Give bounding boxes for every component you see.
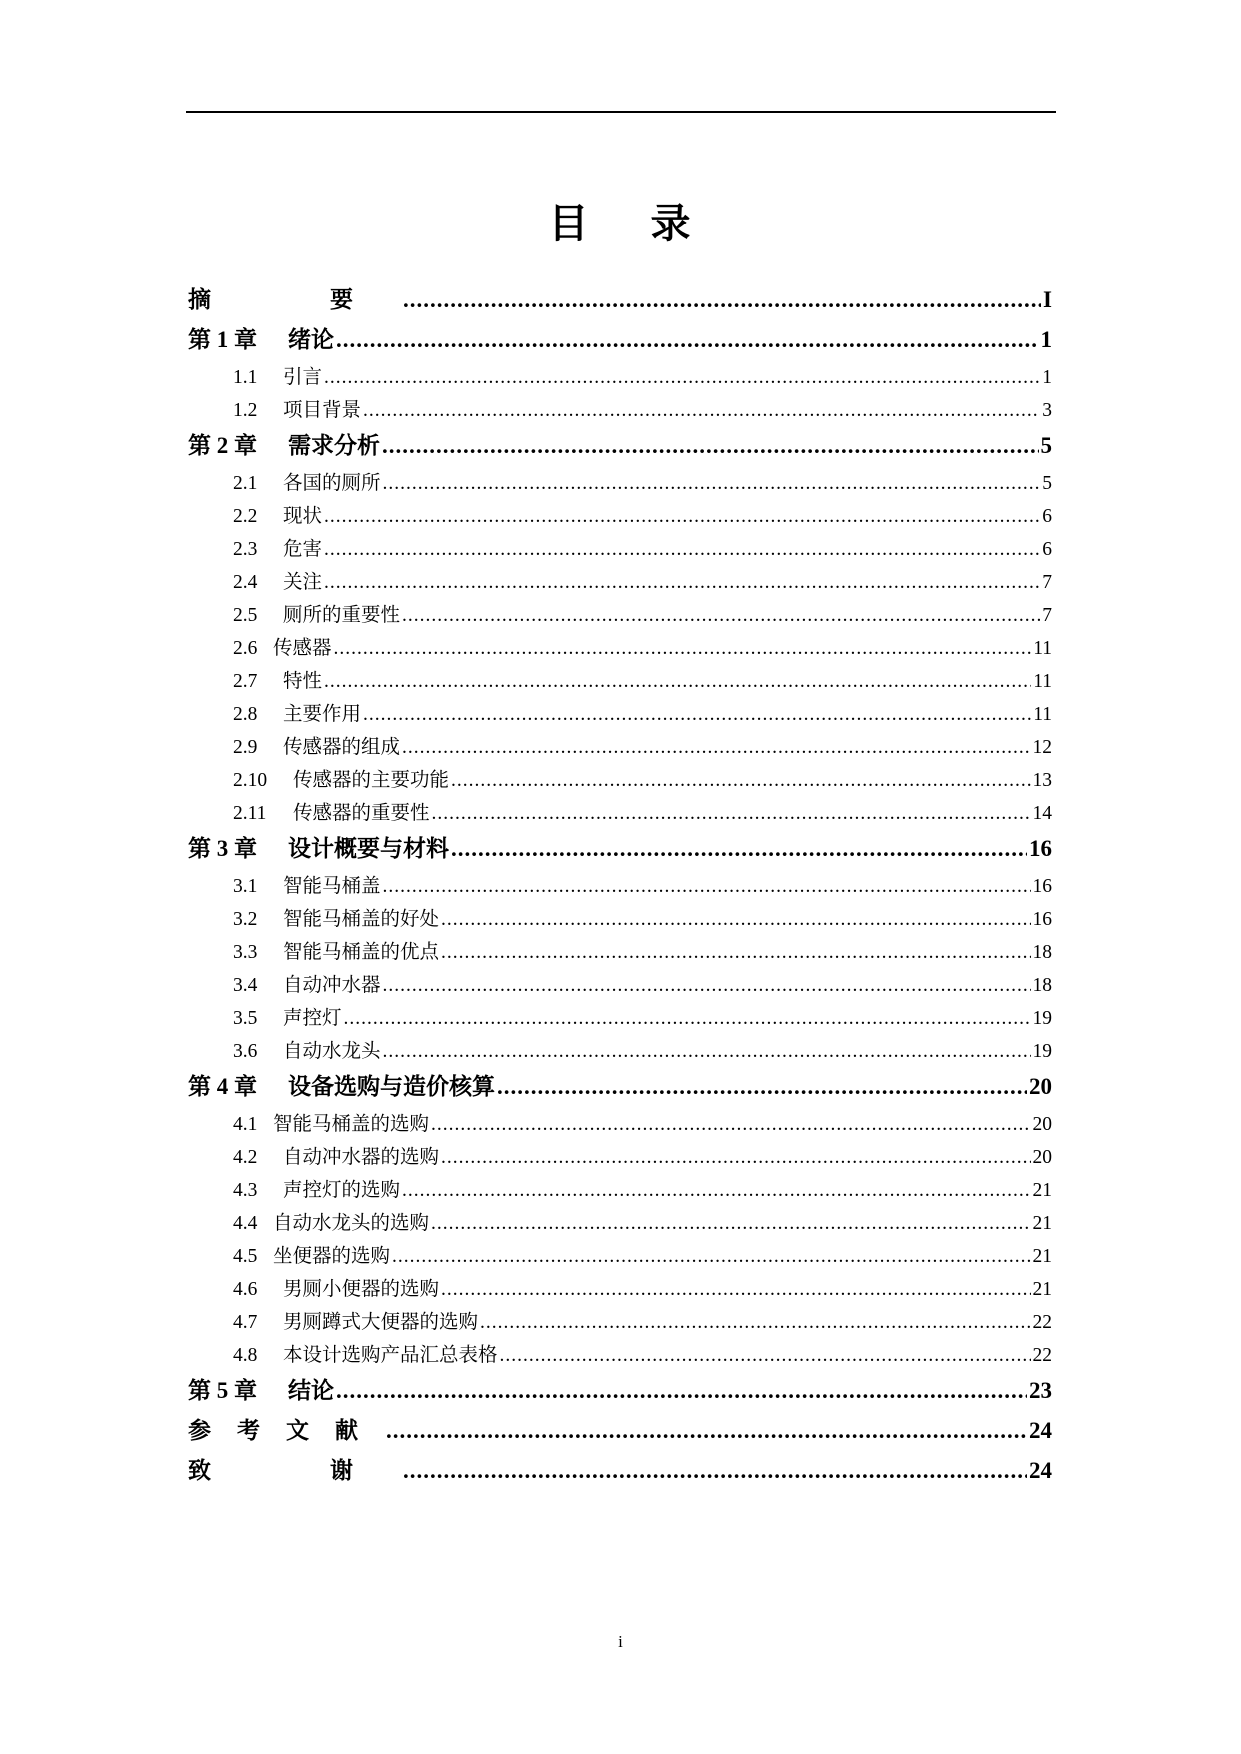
toc-entry-number: 2.5 (233, 605, 258, 626)
toc-dot-leader (386, 1411, 1027, 1451)
toc-entry-label: 传感器的组成 (283, 735, 401, 758)
toc-entry-number: 4.1 (233, 1114, 258, 1135)
toc-page-number: 19 (1032, 1008, 1052, 1029)
toc-section-entry[interactable] (188, 869, 1052, 902)
toc-entry-title (233, 1140, 439, 1173)
toc-entry-label: 厕所的重要性 (283, 603, 401, 626)
toc-section-entry[interactable] (188, 1239, 1052, 1272)
toc-page-number: 5 (1042, 473, 1052, 494)
toc-page-number: 7 (1042, 605, 1052, 626)
toc-entry-label: 智能马桶盖的好处 (283, 907, 440, 930)
toc-entry-label: 男厕蹲式大便器的选购 (283, 1310, 479, 1333)
toc-entry-label: 传感器的主要功能 (293, 768, 450, 791)
toc-entry-title (188, 1451, 401, 1491)
toc-dot-leader (344, 1002, 1031, 1034)
toc-entry-title (233, 1272, 439, 1305)
toc-section-entry[interactable] (188, 1305, 1052, 1338)
toc-entry-number: 1.2 (233, 400, 258, 421)
toc-entry-label: 智能马桶盖的优点 (283, 940, 440, 963)
toc-section-entry[interactable] (188, 935, 1052, 968)
toc-section-entry[interactable] (188, 902, 1052, 935)
toc-entry-title (233, 1107, 429, 1140)
toc-section-entry[interactable] (188, 968, 1052, 1001)
toc-page-number: 21 (1032, 1180, 1052, 1201)
toc-entry-label: 自动冲水器 (283, 973, 381, 996)
toc-dot-leader (383, 1035, 1031, 1067)
toc-dot-leader (451, 764, 1030, 796)
toc-page-number: 1 (1040, 327, 1052, 352)
toc-dot-leader (336, 1371, 1027, 1411)
toc-dot-leader (497, 1067, 1027, 1107)
toc-page-number: 20 (1032, 1114, 1052, 1135)
toc-section-entry[interactable] (188, 664, 1052, 697)
toc-entry-number: 4.3 (233, 1180, 258, 1201)
header-rule (186, 111, 1056, 113)
toc-dot-leader (403, 280, 1041, 320)
toc-chapter-entry[interactable] (188, 1411, 1052, 1451)
toc-dot-leader (441, 936, 1030, 968)
toc-entry-number: 4.7 (233, 1312, 258, 1333)
toc-entry-number: 2.11 (233, 803, 267, 824)
toc-entry-number: 3.6 (233, 1041, 258, 1062)
toc-section-entry[interactable] (188, 466, 1052, 499)
toc-dot-leader (432, 797, 1031, 829)
toc-page-number: 23 (1029, 1378, 1052, 1403)
toc-entry-number: 2.6 (233, 638, 258, 659)
toc-dot-leader (431, 1207, 1030, 1239)
toc-entry-title (233, 1001, 342, 1034)
toc-dot-leader (402, 1174, 1030, 1206)
toc-chapter-entry[interactable] (188, 829, 1052, 869)
toc-entry-title (233, 935, 439, 968)
toc-dot-leader (382, 426, 1039, 466)
toc-dot-leader (402, 599, 1040, 631)
toc-entry-label: 设计概要与材料 (288, 836, 449, 862)
toc-entry-label: 自动水龙头的选购 (273, 1211, 430, 1234)
toc-entry-number: 2.1 (233, 473, 258, 494)
toc-entry-number: 3.1 (233, 876, 258, 897)
toc-entry-title (188, 1411, 384, 1451)
page-title-char: 目 (548, 201, 591, 247)
toc-entry-number: 3.2 (233, 909, 258, 930)
toc-page-number: 6 (1042, 506, 1052, 527)
page-title (0, 196, 1241, 252)
toc-dot-leader (324, 665, 1031, 697)
toc-section-entry[interactable] (188, 631, 1052, 664)
toc-entry-label: 危害 (283, 537, 323, 560)
toc-entry-label: 智能马桶盖 (283, 874, 381, 897)
toc-entry-label: 绪论 (288, 327, 334, 353)
toc-entry-title (233, 631, 332, 664)
toc-entry-number: 4.4 (233, 1213, 258, 1234)
toc-entry-label: 摘 要 (188, 287, 401, 313)
toc-section-entry[interactable] (188, 1140, 1052, 1173)
toc-entry-label: 参考文献 (188, 1418, 384, 1444)
toc-entry-title (233, 466, 381, 499)
toc-entry-title (233, 697, 361, 730)
toc-page-number: 20 (1032, 1147, 1052, 1168)
toc-entry-title (233, 565, 322, 598)
toc-page-number: 1 (1042, 367, 1052, 388)
toc-entry-label: 需求分析 (288, 433, 380, 459)
toc-entry-label: 项目背景 (283, 398, 362, 421)
toc-entry-label: 男厕小便器的选购 (283, 1277, 440, 1300)
toc-dot-leader (324, 361, 1040, 393)
toc-entry-title (233, 1305, 478, 1338)
toc-page-number: 16 (1032, 909, 1052, 930)
toc-dot-leader (363, 394, 1040, 426)
toc-entry-label: 智能马桶盖的选购 (273, 1112, 430, 1135)
toc-dot-leader (324, 533, 1040, 565)
toc-entry-number: 第 4 章 (188, 1074, 257, 1099)
toc-dot-leader (441, 1141, 1030, 1173)
toc-entry-number: 3.5 (233, 1008, 258, 1029)
toc-entry-title (233, 730, 400, 763)
toc-section-entry[interactable] (188, 1272, 1052, 1305)
toc-section-entry[interactable] (188, 1206, 1052, 1239)
toc-page-number: 20 (1029, 1074, 1052, 1099)
toc-entry-number: 第 5 章 (188, 1378, 257, 1403)
toc-chapter-entry[interactable] (188, 320, 1052, 360)
toc-dot-leader (403, 1451, 1027, 1491)
toc-entry-title (233, 869, 381, 902)
toc-section-entry[interactable] (188, 763, 1052, 796)
toc-entry-label: 传感器的重要性 (293, 801, 430, 824)
toc-dot-leader (334, 632, 1032, 664)
toc-entry-title (233, 902, 439, 935)
toc-dot-leader (431, 1108, 1030, 1140)
toc-dot-leader (363, 698, 1031, 730)
toc-section-entry[interactable] (188, 360, 1052, 393)
toc-page-number: 16 (1032, 876, 1052, 897)
toc-section-entry[interactable] (188, 532, 1052, 565)
toc-entry-label: 特性 (283, 669, 323, 692)
toc-chapter-entry[interactable] (188, 1451, 1052, 1491)
toc-page-number: 5 (1040, 433, 1052, 458)
toc-entry-number: 3.4 (233, 975, 258, 996)
toc-entry-label: 声控灯 (283, 1006, 342, 1029)
toc-entry-title (233, 968, 381, 1001)
toc-dot-leader (336, 320, 1039, 360)
toc-page-number: 11 (1033, 704, 1052, 725)
page-number: i (618, 1632, 623, 1651)
toc-entry-title (233, 499, 322, 532)
toc-entry-title (233, 664, 322, 697)
toc-entry-label: 关注 (283, 570, 323, 593)
toc-page-number: 21 (1032, 1213, 1052, 1234)
toc-page-number: 11 (1033, 671, 1052, 692)
toc-entry-label: 设备选购与造价核算 (288, 1074, 495, 1100)
toc-page-number: 6 (1042, 539, 1052, 560)
toc-entry-label: 现状 (283, 504, 323, 527)
toc-dot-leader (324, 566, 1040, 598)
toc-section-entry[interactable] (188, 1034, 1052, 1067)
toc-chapter-entry[interactable] (188, 1371, 1052, 1411)
page-title-char: 录 (650, 201, 693, 247)
toc-entry-title (233, 1034, 381, 1067)
toc-entry-title (233, 598, 400, 631)
toc-page-number: 11 (1033, 638, 1052, 659)
toc-entry-number: 2.7 (233, 671, 258, 692)
toc-page-number: 24 (1029, 1458, 1052, 1483)
toc-dot-leader (441, 1273, 1030, 1305)
toc-entry-number: 2.10 (233, 770, 268, 791)
toc-page-number: 18 (1032, 975, 1052, 996)
toc-section-entry[interactable] (188, 1107, 1052, 1140)
toc-entry-title (233, 1338, 498, 1371)
toc-dot-leader (383, 969, 1031, 1001)
toc-entry-number: 4.5 (233, 1246, 258, 1267)
toc-chapter-entry[interactable] (188, 426, 1052, 466)
toc-page-number: 7 (1042, 572, 1052, 593)
toc-entry-title (233, 532, 322, 565)
toc-page-number: 12 (1032, 737, 1052, 758)
toc-page-number: 19 (1032, 1041, 1052, 1062)
toc-page-number: 22 (1032, 1345, 1052, 1366)
toc-page-number: 24 (1029, 1418, 1052, 1443)
toc-entry-title (233, 763, 449, 796)
toc-dot-leader (480, 1306, 1030, 1338)
toc-entry-label: 引言 (283, 365, 323, 388)
toc-entry-number: 第 1 章 (188, 327, 257, 352)
toc-section-entry[interactable] (188, 565, 1052, 598)
toc-dot-leader (441, 903, 1030, 935)
toc-entry-title (233, 360, 322, 393)
toc-entry-title (188, 320, 334, 360)
toc-page-number: 16 (1029, 836, 1052, 861)
toc-section-entry[interactable] (188, 1001, 1052, 1034)
toc-entry-number: 3.3 (233, 942, 258, 963)
toc-entry-title (188, 829, 449, 869)
toc-entry-number: 4.6 (233, 1279, 258, 1300)
toc-page-number: 22 (1032, 1312, 1052, 1333)
toc-entry-number: 4.8 (233, 1345, 258, 1366)
toc-entry-label: 各国的厕所 (283, 471, 381, 494)
toc-entry-title (188, 1371, 334, 1411)
table-of-contents (188, 280, 1052, 1491)
toc-entry-number: 1.1 (233, 367, 258, 388)
toc-entry-number: 第 2 章 (188, 433, 257, 458)
toc-chapter-entry[interactable] (188, 1067, 1052, 1107)
toc-entry-number: 2.8 (233, 704, 258, 725)
toc-section-entry[interactable] (188, 1173, 1052, 1206)
toc-page-number: I (1043, 287, 1052, 312)
toc-section-entry[interactable] (188, 730, 1052, 763)
toc-dot-leader (451, 829, 1027, 869)
toc-dot-leader (324, 500, 1040, 532)
toc-entry-label: 结论 (288, 1378, 334, 1404)
toc-dot-leader (500, 1339, 1031, 1371)
toc-entry-label: 本设计选购产品汇总表格 (283, 1343, 498, 1366)
toc-dot-leader (392, 1240, 1030, 1272)
toc-dot-leader (383, 870, 1031, 902)
toc-page-number: 18 (1032, 942, 1052, 963)
toc-entry-number: 2.3 (233, 539, 258, 560)
toc-entry-label: 自动水龙头 (283, 1039, 381, 1062)
toc-entry-title (188, 280, 401, 320)
toc-chapter-entry[interactable] (188, 280, 1052, 320)
toc-entry-title (233, 1206, 429, 1239)
toc-page-number: 14 (1032, 803, 1052, 824)
toc-entry-title (233, 1239, 390, 1272)
toc-page-number: 21 (1032, 1246, 1052, 1267)
toc-dot-leader (383, 467, 1041, 499)
toc-entry-label: 主要作用 (283, 702, 362, 725)
toc-entry-number: 2.9 (233, 737, 258, 758)
toc-section-entry[interactable] (188, 1338, 1052, 1371)
toc-entry-title (233, 1173, 400, 1206)
toc-section-entry[interactable] (188, 598, 1052, 631)
toc-entry-title (188, 426, 380, 466)
toc-entry-label: 声控灯的选购 (283, 1178, 401, 1201)
toc-entry-number: 第 3 章 (188, 836, 257, 861)
toc-page-number: 13 (1032, 770, 1052, 791)
toc-section-entry[interactable] (188, 796, 1052, 829)
toc-section-entry[interactable] (188, 499, 1052, 532)
toc-entry-title (233, 796, 430, 829)
toc-entry-label: 传感器 (273, 636, 332, 659)
toc-entry-number: 2.4 (233, 572, 258, 593)
toc-entry-label: 自动冲水器的选购 (283, 1145, 440, 1168)
toc-entry-label: 致 谢 (188, 1458, 401, 1484)
toc-dot-leader (402, 731, 1030, 763)
toc-page-number: 3 (1042, 400, 1052, 421)
toc-section-entry[interactable] (188, 697, 1052, 730)
toc-entry-title (188, 1067, 495, 1107)
toc-section-entry[interactable] (188, 393, 1052, 426)
toc-page-number: 21 (1032, 1279, 1052, 1300)
toc-entry-number: 4.2 (233, 1147, 258, 1168)
toc-entry-number: 2.2 (233, 506, 258, 527)
toc-entry-title (233, 393, 361, 426)
toc-entry-label: 坐便器的选购 (273, 1244, 391, 1267)
